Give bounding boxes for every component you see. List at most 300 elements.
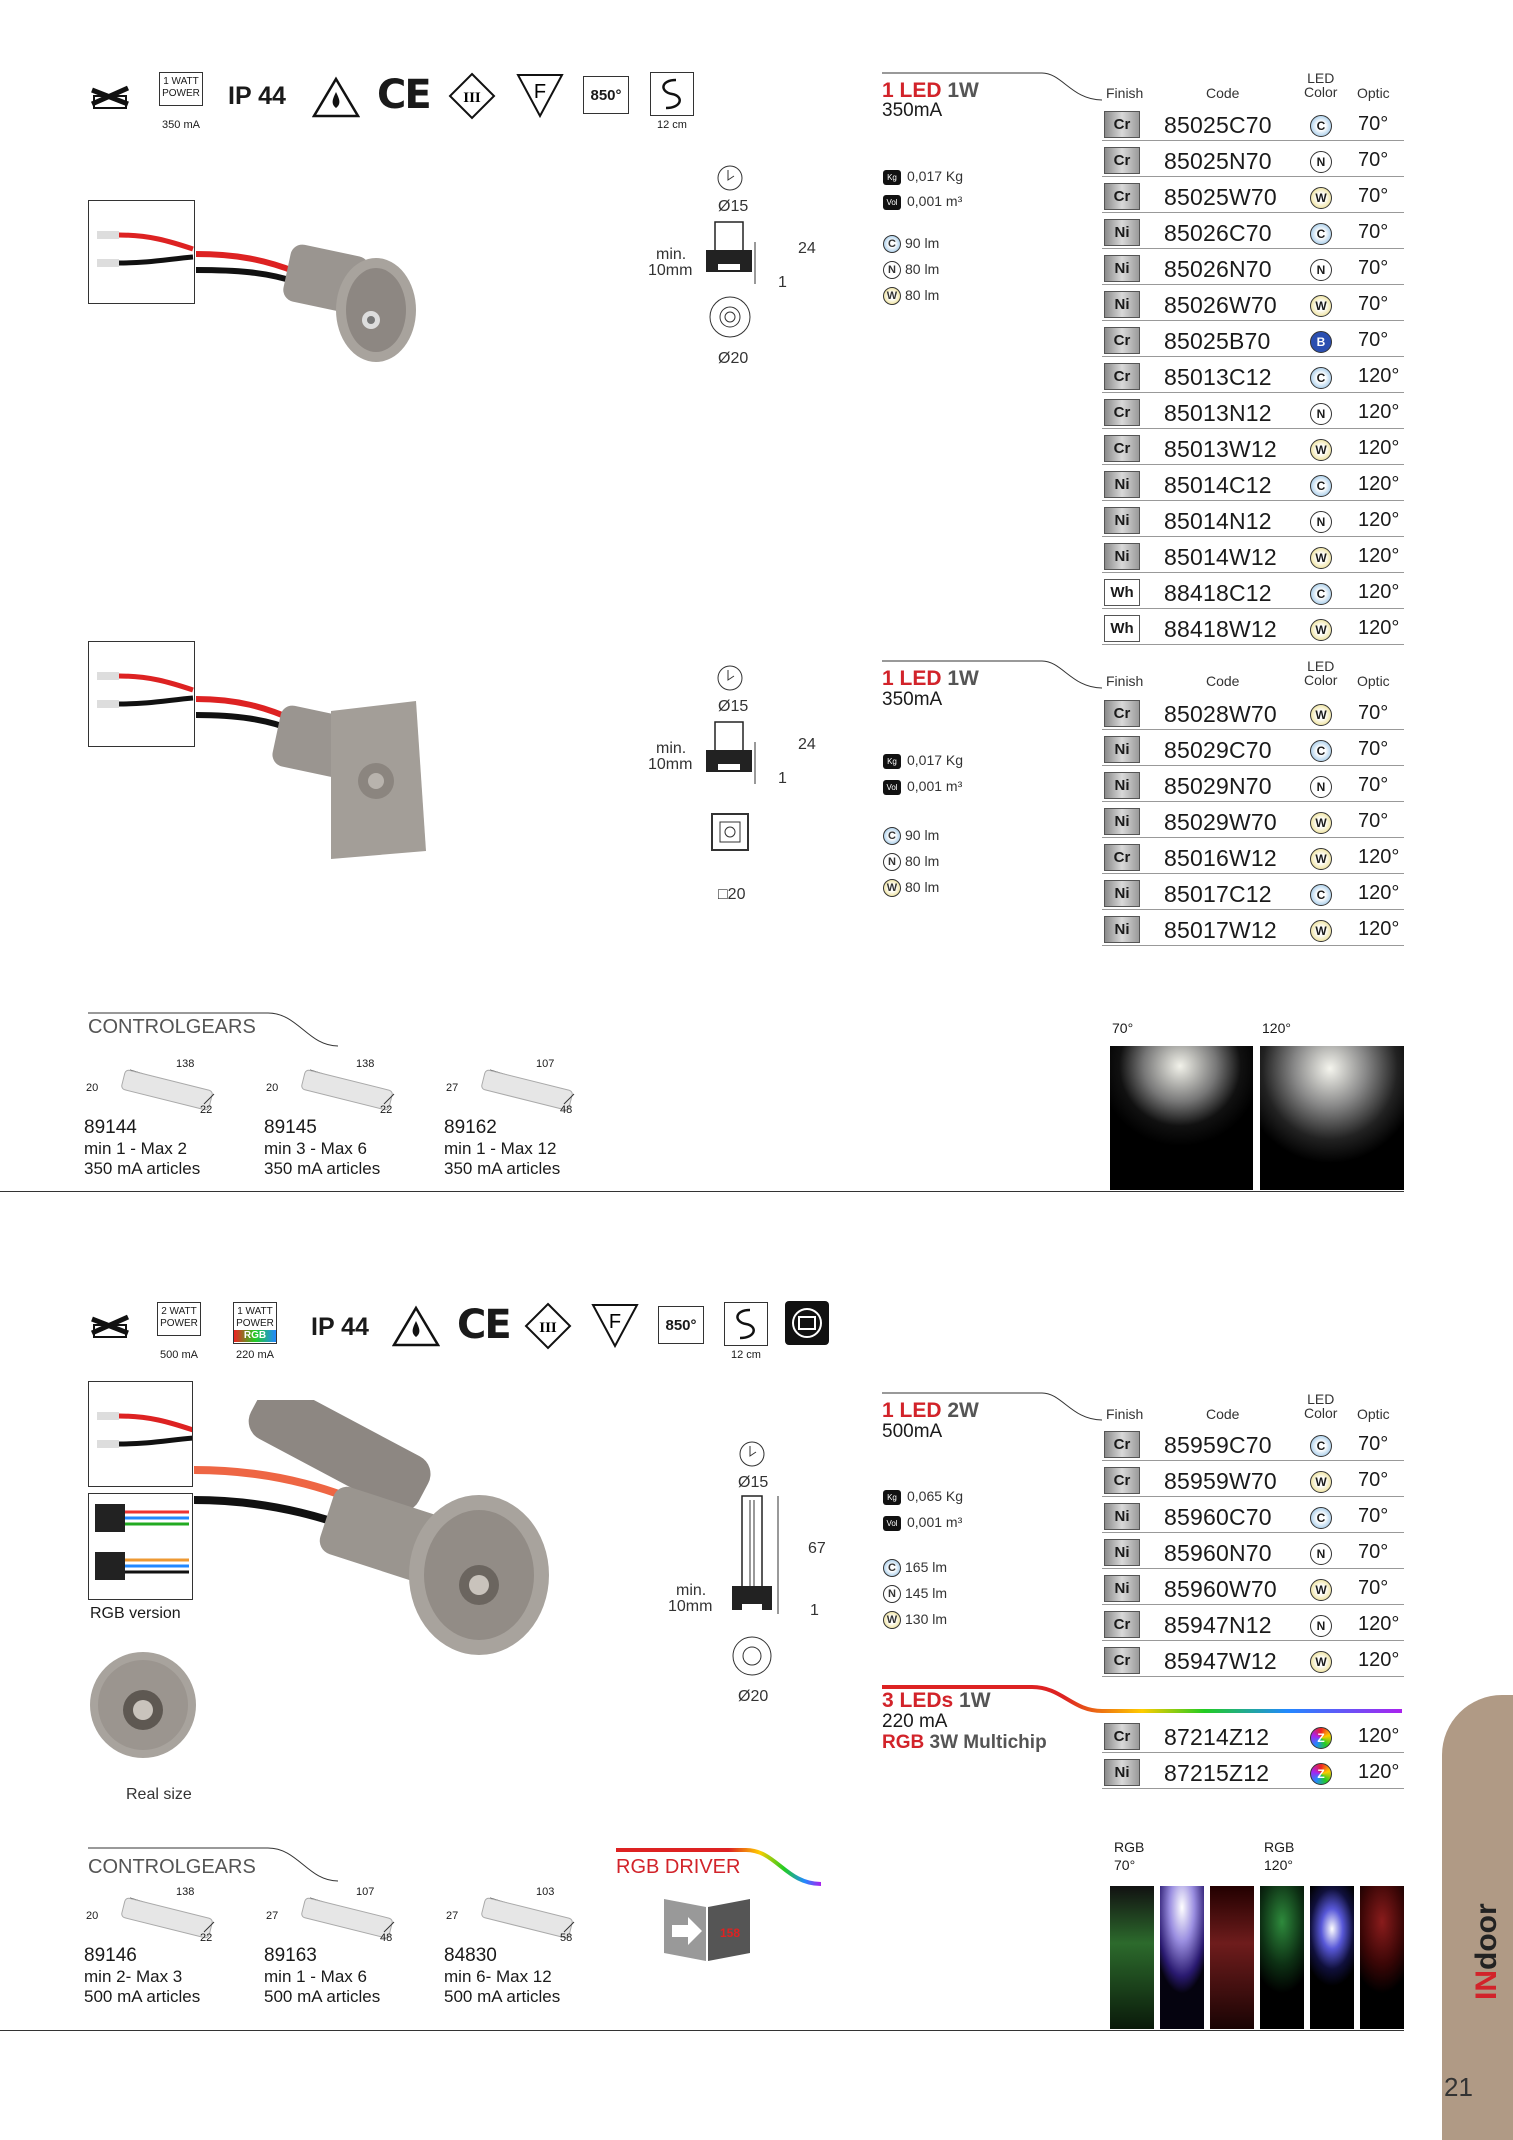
col-code-3: Code	[1206, 1406, 1240, 1422]
controlgear-articles: 500 mA articles	[444, 1987, 561, 2006]
dim-diameter-top: Ø15	[718, 198, 749, 215]
table-row	[1102, 252, 1404, 285]
product-code: 85960N70	[1164, 1540, 1272, 1566]
beam-image-70	[1110, 1046, 1253, 1190]
class-iii-icon	[448, 72, 496, 120]
rgb-beam-label-70: RGB 70°	[1114, 1839, 1145, 1873]
beam-image-120	[1260, 1046, 1404, 1190]
beam-label-70: 70°	[1112, 1020, 1134, 1036]
led-color-icon: N	[1310, 1543, 1332, 1565]
ce-mark: CE	[377, 72, 430, 118]
product-code: 85960C70	[1164, 1504, 1272, 1530]
controlgear-item	[264, 1886, 434, 2012]
dim-diameter-bottom: Ø20	[718, 350, 749, 367]
table-row	[1102, 697, 1404, 730]
controlgear-width: 103	[536, 1886, 555, 1898]
controlgear-code: 89146	[84, 1945, 137, 1966]
no-insulation-cover-icon	[88, 74, 132, 118]
led-current: 350mA	[882, 100, 943, 121]
no-insulation-cover-icon	[88, 1303, 132, 1347]
recessed-box-icon	[785, 1301, 829, 1345]
col-code: Code	[1206, 85, 1240, 101]
led-color-icon: B	[1310, 331, 1332, 353]
section-tab-label: INdoor	[1470, 1903, 1503, 2000]
led-color-icon: C	[1310, 1507, 1332, 1529]
product-image-2w	[194, 1400, 584, 1700]
dimension-drawing-3	[660, 1436, 830, 1716]
ip-rating-2: IP 44	[311, 1313, 369, 1341]
product-code: 88418C12	[1164, 580, 1272, 606]
optic-angle: 70°	[1358, 329, 1389, 351]
dim-min-label-3: min.	[676, 1582, 707, 1599]
wiring-thumbnail-3	[88, 1381, 193, 1487]
finish-swatch: Ni	[1104, 507, 1140, 534]
page-reference-icon[interactable]	[662, 1895, 754, 1963]
led-color-icon: C	[1310, 1435, 1332, 1457]
temp-850-badge-2: 850°	[658, 1306, 704, 1344]
product-code: 85026W70	[1164, 292, 1277, 318]
controlgear-height: 27	[446, 1082, 459, 1094]
controlgear-articles: 350 mA articles	[84, 1159, 201, 1178]
product-code: 85025N70	[1164, 148, 1272, 174]
rgb-current: 220 mA	[882, 1711, 948, 1732]
finish-swatch: Cr	[1104, 1611, 1140, 1638]
f-mark-icon	[516, 72, 564, 118]
finish-swatch: Cr	[1104, 1467, 1140, 1494]
optic-angle: 70°	[1358, 185, 1389, 207]
product-code: 85026C70	[1164, 220, 1272, 246]
spec-weight: Kg 0,017 Kg	[883, 168, 963, 185]
optic-angle: 70°	[1358, 293, 1389, 315]
warm-white-icon: W	[883, 879, 901, 897]
table-row	[1102, 576, 1404, 609]
finish-swatch: Ni	[1104, 1503, 1140, 1530]
table-row	[1102, 216, 1404, 249]
optic-angle: 120°	[1358, 365, 1400, 387]
product-code: 85029C70	[1164, 737, 1272, 763]
table-row	[1102, 805, 1404, 838]
rgb-driver-title: RGB DRIVER	[616, 1856, 741, 1878]
table-row	[1102, 144, 1404, 177]
spec-lumens: C 90 lm N 80 lm W 80 lm	[883, 230, 939, 308]
dim-height-2: 24	[798, 736, 816, 753]
controlgear-range: min 2- Max 3	[84, 1967, 183, 1986]
product-code: 85959C70	[1164, 1432, 1272, 1458]
table-row	[1102, 769, 1404, 802]
table-row	[1102, 1644, 1404, 1677]
controlgear-depth: 48	[380, 1932, 393, 1944]
col-led-color-2: LED Color	[1304, 658, 1338, 688]
table-row	[1102, 468, 1404, 501]
controlgear-height: 27	[446, 1910, 459, 1922]
product-code: 85014W12	[1164, 544, 1277, 570]
table-row	[1102, 1720, 1404, 1753]
rgb-beam-green-120	[1260, 1886, 1304, 2029]
optic-angle: 120°	[1358, 1649, 1400, 1671]
table-row	[1102, 432, 1404, 465]
controlgear-range: min 6- Max 12	[444, 1967, 552, 1986]
led-color-icon: N	[1310, 776, 1332, 798]
table-row	[1102, 324, 1404, 357]
controlgear-width: 107	[356, 1886, 375, 1898]
product-code: 85959W70	[1164, 1468, 1277, 1494]
controlgear-width: 107	[536, 1058, 555, 1070]
real-size-image	[88, 1650, 198, 1760]
controlgear-code: 89163	[264, 1945, 317, 1966]
controlgear-item	[84, 1058, 254, 1184]
spec-volume-2: Vol 0,001 m³	[883, 778, 962, 795]
controlgear-item	[84, 1886, 254, 2012]
led-color-icon: W	[1310, 187, 1332, 209]
table-row	[1102, 108, 1404, 141]
optic-angle: 70°	[1358, 1433, 1389, 1455]
drip-proof-icon	[312, 76, 360, 118]
rgb-beam-blue-70	[1160, 1886, 1204, 2029]
led-color-icon: N	[1310, 151, 1332, 173]
controlgear-range: min 3 - Max 6	[264, 1139, 367, 1158]
finish-swatch: Ni	[1104, 543, 1140, 570]
controlgear-code: 89145	[264, 1117, 317, 1138]
finish-swatch: Cr	[1104, 1723, 1140, 1750]
led-current-2: 350mA	[882, 689, 943, 710]
table-row	[1102, 612, 1404, 645]
cable-length: 12 cm	[657, 119, 687, 131]
controlgear-range: min 1 - Max 12	[444, 1139, 557, 1158]
optic-angle: 120°	[1358, 545, 1400, 567]
controlgear-width: 138	[176, 1058, 195, 1070]
cool-white-icon: C	[883, 235, 901, 253]
controlgear-articles: 500 mA articles	[264, 1987, 381, 2006]
optic-angle: 70°	[1358, 1577, 1389, 1599]
power-badge-rgb: 1 WATT POWER RGB	[233, 1302, 277, 1344]
optic-angle: 70°	[1358, 702, 1389, 724]
optic-angle: 70°	[1358, 1541, 1389, 1563]
controlgears-title-2: CONTROLGEARS	[88, 1856, 256, 1878]
dim-height: 24	[798, 240, 816, 257]
product-code: 85947N12	[1164, 1612, 1272, 1638]
led-color-icon: N	[1310, 403, 1332, 425]
rgb-beam-label-120: RGB 120°	[1264, 1839, 1295, 1873]
spec-volume-3: Vol 0,001 m³	[883, 1514, 962, 1531]
spec-lumens-2: C 90 lm N 80 lm W 80 lm	[883, 822, 939, 900]
weight-icon: Kg	[883, 170, 901, 185]
led-color-icon: C	[1310, 740, 1332, 762]
finish-swatch: Cr	[1104, 1431, 1140, 1458]
controlgear-item	[264, 1058, 434, 1184]
dim-height-3: 67	[808, 1540, 826, 1557]
optic-angle: 120°	[1358, 1725, 1400, 1747]
col-optic: Optic	[1357, 85, 1390, 101]
finish-swatch: Ni	[1104, 1759, 1140, 1786]
divider-1	[0, 1191, 1404, 1192]
product-code: 88418W12	[1164, 616, 1277, 642]
dim-diameter-top-2: Ø15	[718, 698, 749, 715]
dim-diameter-bottom-3: Ø20	[738, 1688, 769, 1705]
led-color-icon: W	[1310, 704, 1332, 726]
controlgear-articles: 350 mA articles	[264, 1159, 381, 1178]
optic-angle: 120°	[1358, 617, 1400, 639]
ce-mark-2: CE	[457, 1302, 510, 1348]
spec-weight-2: Kg 0,017 Kg	[883, 752, 963, 769]
wiring-thumbnail-2	[88, 641, 195, 747]
led-color-icon: Z	[1310, 1763, 1332, 1785]
svg-text:III: III	[539, 1320, 557, 1336]
controlgear-articles: 350 mA articles	[444, 1159, 561, 1178]
finish-swatch: Cr	[1104, 700, 1140, 727]
optic-angle: 120°	[1358, 918, 1400, 940]
led-color-icon: N	[1310, 511, 1332, 533]
led-color-icon: C	[1310, 367, 1332, 389]
led-color-icon: W	[1310, 439, 1332, 461]
led-color-icon: N	[1310, 1615, 1332, 1637]
product-code: 85960W70	[1164, 1576, 1277, 1602]
led-color-icon: W	[1310, 619, 1332, 641]
led-color-icon: C	[1310, 223, 1332, 245]
finish-swatch: Cr	[1104, 147, 1140, 174]
spec-weight-3: Kg 0,065 Kg	[883, 1488, 963, 1505]
led-spec-title-2: 1 LED 1W	[882, 667, 979, 690]
product-code: 85014C12	[1164, 472, 1272, 498]
rgb-led-title: 3 LEDs 1W	[882, 1689, 991, 1712]
led-color-icon: C	[1310, 583, 1332, 605]
dimension-drawing-1	[640, 160, 816, 370]
table-row	[1102, 360, 1404, 393]
rgb-beam-blue-120	[1310, 1886, 1354, 2029]
dim-min-value: 10mm	[648, 262, 693, 279]
optic-angle: 120°	[1358, 1761, 1400, 1783]
rgb-beam-red-70	[1210, 1886, 1254, 2029]
power-current-rgb: 220 mA	[236, 1349, 274, 1361]
product-code: 85016W12	[1164, 845, 1277, 871]
power-badge: 1 WATT POWER	[159, 72, 203, 106]
controlgear-articles: 500 mA articles	[84, 1987, 201, 2006]
finish-swatch: Cr	[1104, 183, 1140, 210]
controlgear-width: 138	[176, 1886, 195, 1898]
product-code: 85029N70	[1164, 773, 1272, 799]
col-code-2: Code	[1206, 673, 1240, 689]
neutral-white-icon: N	[883, 261, 901, 279]
table-row	[1102, 288, 1404, 321]
led-color-icon: W	[1310, 848, 1332, 870]
spec-lumens-3: C 165 lm N 145 lm W 130 lm	[883, 1554, 947, 1632]
optic-angle: 70°	[1358, 149, 1389, 171]
product-code: 85029W70	[1164, 809, 1277, 835]
beam-label-120: 120°	[1262, 1020, 1291, 1036]
product-code: 87214Z12	[1164, 1724, 1270, 1750]
table-row	[1102, 396, 1404, 429]
drip-proof-icon	[392, 1305, 440, 1347]
product-image-round	[196, 200, 456, 430]
table-row	[1102, 1428, 1404, 1461]
finish-swatch: Wh	[1104, 615, 1140, 642]
finish-swatch: Cr	[1104, 363, 1140, 390]
divider-2	[0, 2030, 1404, 2031]
product-code: 85017W12	[1164, 917, 1277, 943]
led-color-icon: W	[1310, 1579, 1332, 1601]
controlgear-code: 84830	[444, 1945, 497, 1966]
col-led-color: LED Color	[1304, 70, 1338, 100]
finish-swatch: Ni	[1104, 1575, 1140, 1602]
table-row	[1102, 1756, 1404, 1789]
neutral-white-icon: N	[883, 1585, 901, 1603]
optic-angle: 70°	[1358, 221, 1389, 243]
finish-swatch: Cr	[1104, 111, 1140, 138]
table-row	[1102, 913, 1404, 946]
rgb-multichip: RGB 3W Multichip	[882, 1732, 1047, 1753]
volume-icon: Vol	[883, 780, 901, 795]
finish-swatch: Cr	[1104, 327, 1140, 354]
led-color-icon: W	[1310, 547, 1332, 569]
optic-angle: 70°	[1358, 257, 1389, 279]
table-row	[1102, 1536, 1404, 1569]
volume-icon: Vol	[883, 195, 901, 210]
finish-swatch: Wh	[1104, 579, 1140, 606]
controlgear-range: min 1 - Max 6	[264, 1967, 367, 1986]
optic-angle: 120°	[1358, 437, 1400, 459]
table-row	[1102, 540, 1404, 573]
controlgear-item	[444, 1886, 614, 2012]
dim-one-3: 1	[810, 1602, 819, 1619]
finish-swatch: Ni	[1104, 772, 1140, 799]
optic-angle: 70°	[1358, 1469, 1389, 1491]
finish-swatch: Ni	[1104, 219, 1140, 246]
ip-rating: IP 44	[228, 82, 286, 110]
led-color-icon: N	[1310, 259, 1332, 281]
power-current-2w: 500 mA	[160, 1349, 198, 1361]
optic-angle: 120°	[1358, 581, 1400, 603]
table-row	[1102, 1608, 1404, 1641]
optic-angle: 120°	[1358, 473, 1400, 495]
dimension-drawing-2	[640, 660, 816, 910]
product-code: 85028W70	[1164, 701, 1277, 727]
cable-length-icon	[650, 72, 694, 116]
optic-angle: 120°	[1358, 1613, 1400, 1635]
table-row	[1102, 733, 1404, 766]
led-color-icon: C	[1310, 884, 1332, 906]
real-size-label: Real size	[126, 1786, 192, 1803]
finish-swatch: Cr	[1104, 844, 1140, 871]
product-code: 85013C12	[1164, 364, 1272, 390]
optic-angle: 70°	[1358, 810, 1389, 832]
finish-swatch: Ni	[1104, 808, 1140, 835]
controlgear-height: 20	[86, 1082, 99, 1094]
warm-white-icon: W	[883, 287, 901, 305]
controlgear-height: 20	[86, 1910, 99, 1922]
controlgear-code: 89162	[444, 1117, 497, 1138]
controlgear-item	[444, 1058, 614, 1184]
f-mark-icon	[591, 1302, 639, 1348]
led-spec-title-3: 1 LED 2W	[882, 1399, 979, 1422]
neutral-white-icon: N	[883, 853, 901, 871]
optic-angle: 120°	[1358, 401, 1400, 423]
controlgear-depth: 22	[200, 1104, 213, 1116]
table-row	[1102, 504, 1404, 537]
weight-icon: Kg	[883, 754, 901, 769]
col-finish-2: Finish	[1106, 673, 1144, 689]
finish-swatch: Ni	[1104, 471, 1140, 498]
table-row	[1102, 1572, 1404, 1605]
controlgear-height: 27	[266, 1910, 279, 1922]
led-color-icon: W	[1310, 920, 1332, 942]
optic-angle: 70°	[1358, 738, 1389, 760]
power-current: 350 mA	[162, 119, 200, 131]
table-row	[1102, 1464, 1404, 1497]
cable-length-icon	[724, 1302, 768, 1346]
dim-min-label: min.	[656, 246, 687, 263]
rgb-version-label: RGB version	[90, 1605, 181, 1622]
dim-min-value-3: 10mm	[668, 1598, 713, 1615]
col-finish-3: Finish	[1106, 1406, 1144, 1422]
col-finish: Finish	[1106, 85, 1144, 101]
svg-text:F: F	[533, 81, 547, 103]
rgb-connector-thumbnail	[88, 1493, 193, 1600]
volume-icon: Vol	[883, 1516, 901, 1531]
dim-one-2: 1	[778, 770, 787, 787]
cool-white-icon: C	[883, 1559, 901, 1577]
optic-angle: 120°	[1358, 882, 1400, 904]
col-led-color-3: LED Color	[1304, 1391, 1338, 1421]
rgb-beam-red-120	[1360, 1886, 1404, 2029]
dim-one: 1	[778, 274, 787, 291]
optic-angle: 70°	[1358, 113, 1389, 135]
dim-square: □20	[718, 886, 746, 903]
led-current-3: 500mA	[882, 1421, 943, 1442]
finish-swatch: Ni	[1104, 291, 1140, 318]
wiring-thumbnail	[88, 200, 195, 304]
controlgear-depth: 48	[560, 1104, 573, 1116]
controlgear-depth: 22	[200, 1932, 213, 1944]
led-color-icon: C	[1310, 475, 1332, 497]
controlgear-code: 89144	[84, 1117, 137, 1138]
table-row	[1102, 841, 1404, 874]
rgb-bar: RGB	[234, 1330, 276, 1342]
temp-850-badge: 850°	[583, 76, 629, 114]
finish-swatch: Ni	[1104, 916, 1140, 943]
controlgear-depth: 58	[560, 1932, 573, 1944]
table-row	[1102, 1500, 1404, 1533]
svg-text:158: 158	[719, 1926, 741, 1940]
led-color-icon: W	[1310, 1651, 1332, 1673]
finish-swatch: Ni	[1104, 1539, 1140, 1566]
dim-min-label-2: min.	[656, 740, 687, 757]
controlgear-depth: 22	[380, 1104, 393, 1116]
led-color-icon: W	[1310, 812, 1332, 834]
finish-swatch: Ni	[1104, 736, 1140, 763]
product-code: 85013N12	[1164, 400, 1272, 426]
power-badge-2w: 2 WATT POWER	[157, 1302, 201, 1336]
warm-white-icon: W	[883, 1611, 901, 1629]
cool-white-icon: C	[883, 827, 901, 845]
finish-swatch: Cr	[1104, 435, 1140, 462]
product-code: 85026N70	[1164, 256, 1272, 282]
led-spec-title: 1 LED 1W	[882, 79, 979, 102]
product-code: 85025B70	[1164, 328, 1271, 354]
class-iii-icon	[524, 1302, 572, 1350]
product-image-square	[196, 641, 456, 871]
svg-text:F: F	[608, 1311, 622, 1333]
svg-text:III: III	[463, 90, 481, 106]
page-number: 21	[1444, 2072, 1473, 2102]
weight-icon: Kg	[883, 1490, 901, 1505]
finish-swatch: Cr	[1104, 399, 1140, 426]
table-row	[1102, 877, 1404, 910]
finish-swatch: Ni	[1104, 255, 1140, 282]
led-color-icon: W	[1310, 1471, 1332, 1493]
col-optic-2: Optic	[1357, 673, 1390, 689]
finish-swatch: Cr	[1104, 1647, 1140, 1674]
optic-angle: 120°	[1358, 846, 1400, 868]
table-row	[1102, 180, 1404, 213]
